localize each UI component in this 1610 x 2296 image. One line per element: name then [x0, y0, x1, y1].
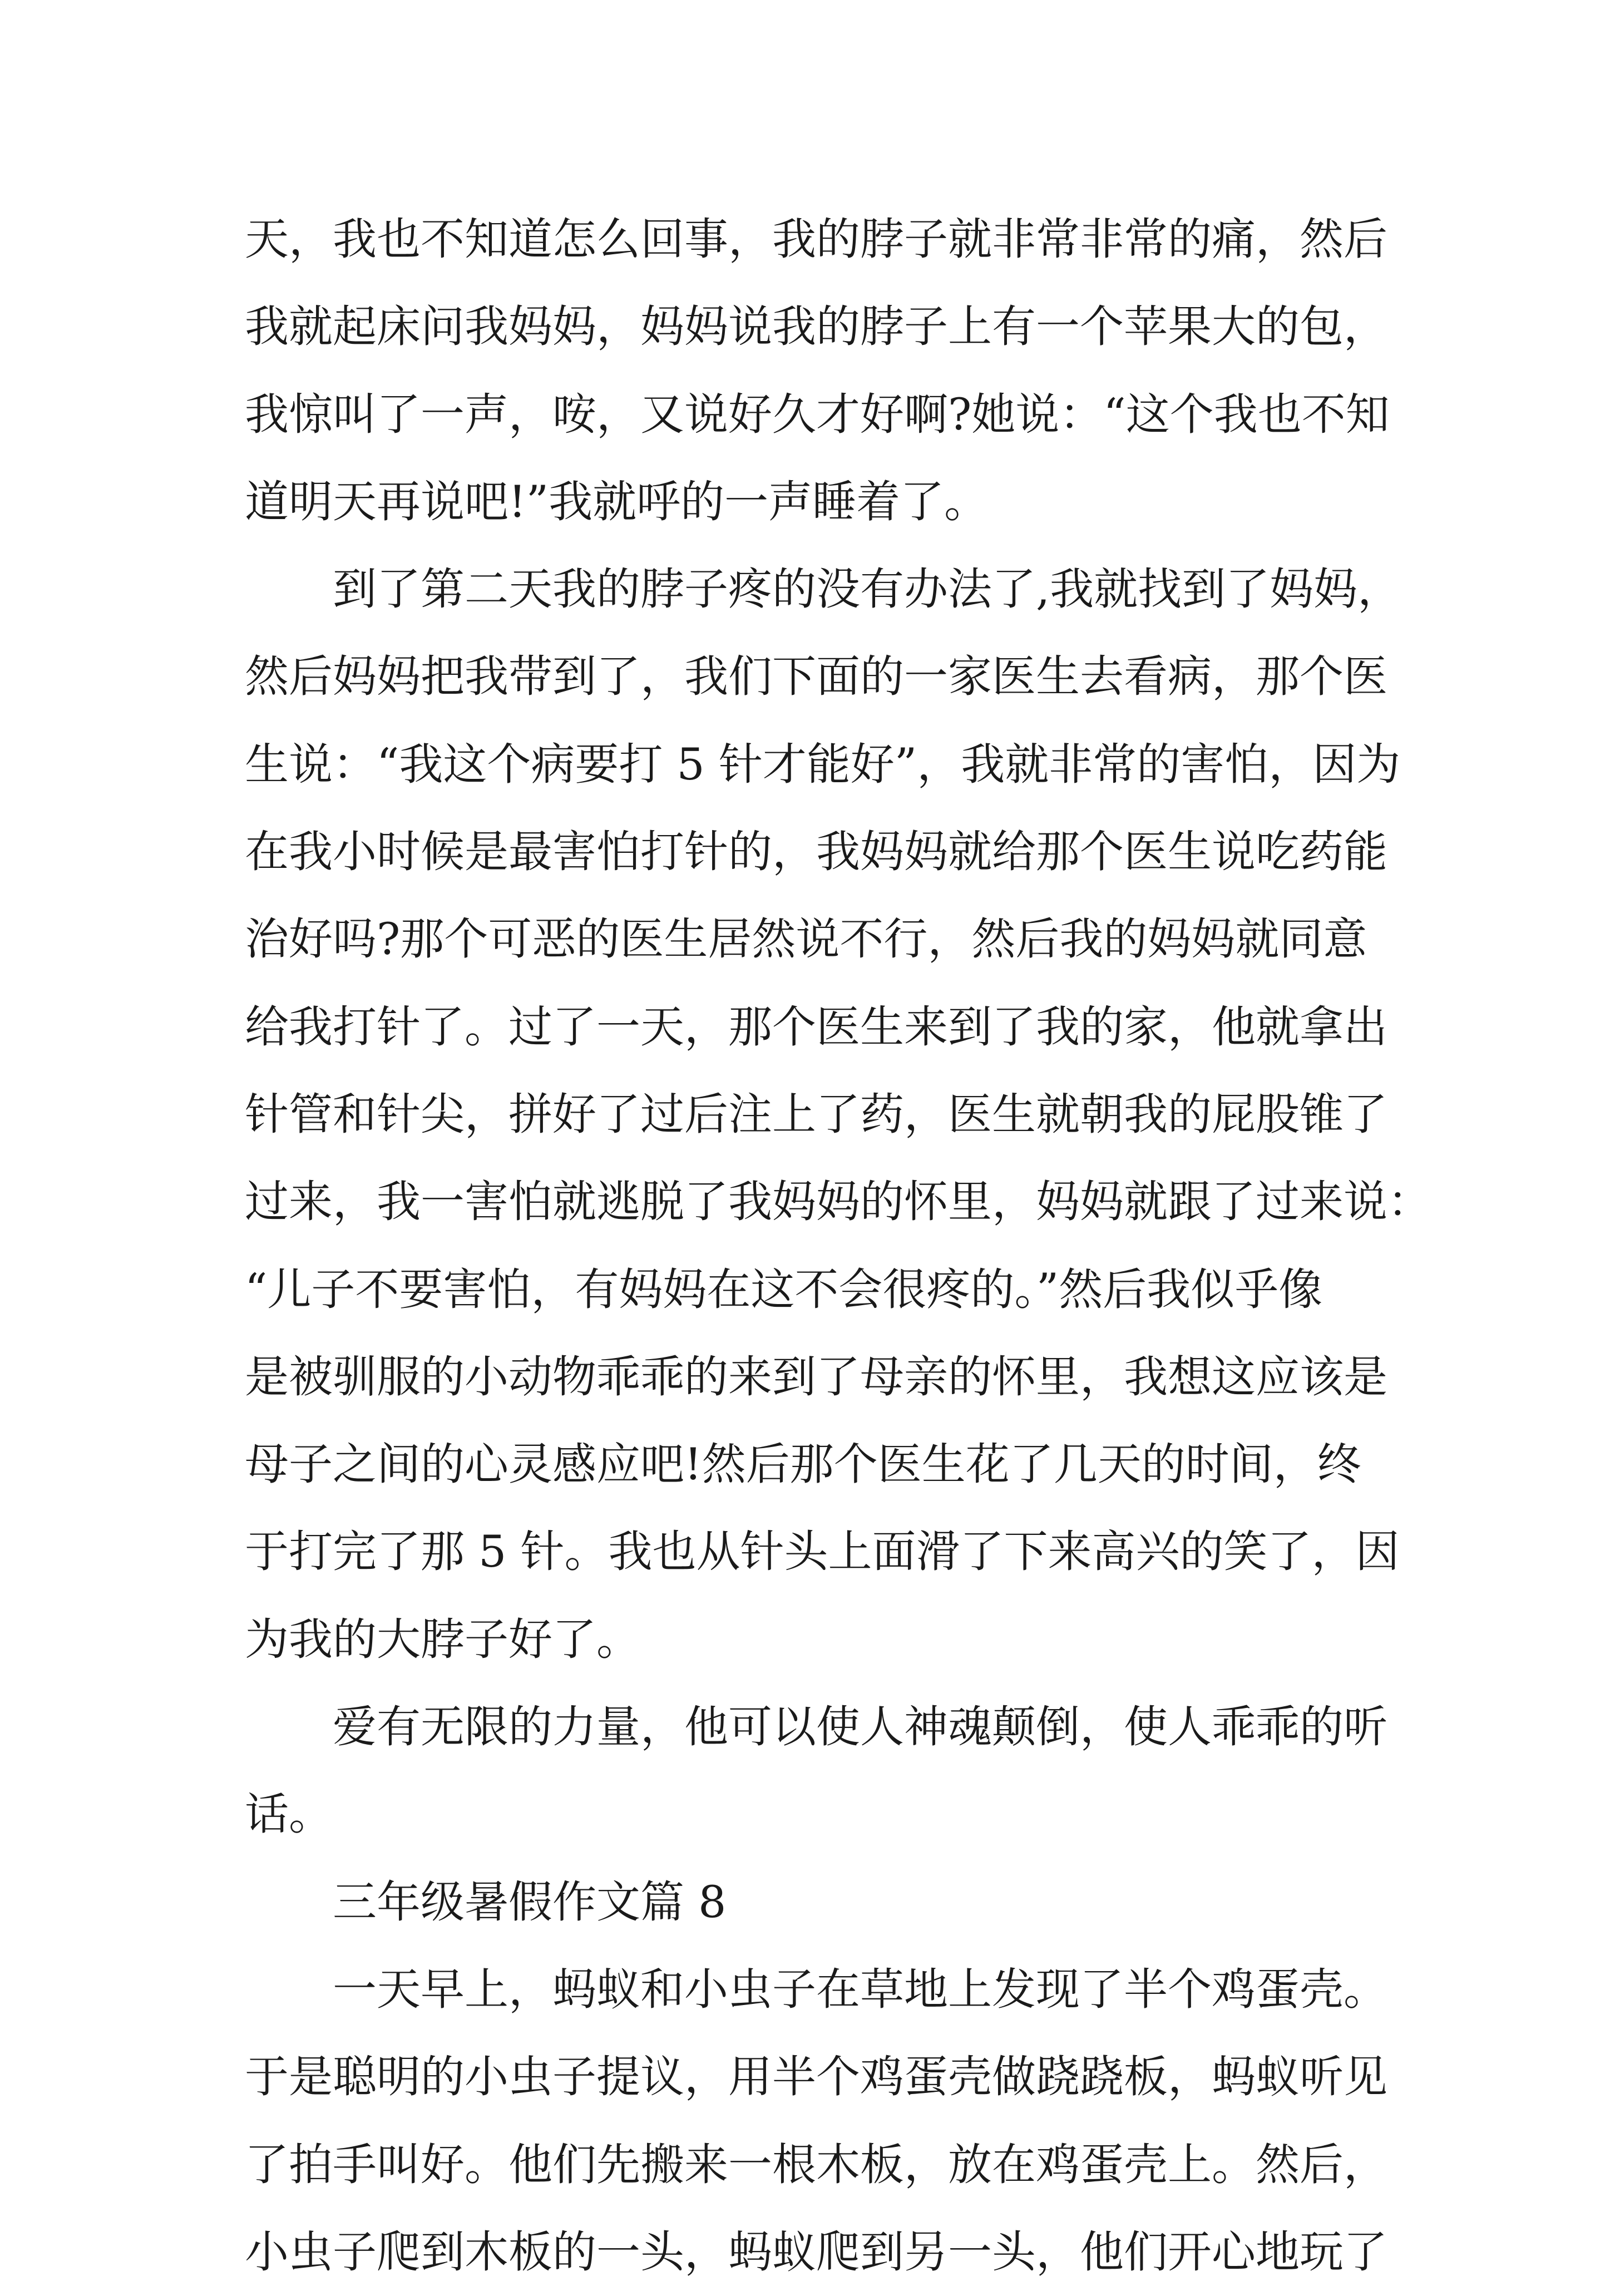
- text-line: 我就起床问我妈妈，妈妈说我的脖子上有一个苹果大的包，: [245, 301, 1387, 353]
- text-line: 为我的大脖子好了。: [245, 1613, 640, 1665]
- paragraph-first-line: 一天早上，蚂蚁和小虫子在草地上发现了半个鸡蛋壳。: [333, 1963, 1387, 2015]
- text-line: 我惊叫了一声，咹，又说好久才好啊?她说：“这个我也不知: [245, 388, 1390, 440]
- text-line: 母子之间的心灵感应吧!然后那个医生花了几天的时间，终: [245, 1439, 1361, 1490]
- text-line: 在我小时候是最害怕打针的，我妈妈就给那个医生说吃药能: [245, 826, 1387, 878]
- section-heading: 三年级暑假作文篇 8: [333, 1876, 727, 1928]
- paragraph-first-line: 爱有无限的力量，他可以使人神魂颠倒，使人乖乖的听: [333, 1701, 1387, 1753]
- text-line: 天，我也不知道怎么回事，我的脖子就非常非常的痛，然后: [245, 214, 1387, 265]
- text-line: 于打完了那 5 针。我也从针头上面滑了下来高兴的笑了，因: [245, 1526, 1400, 1578]
- text-line: 是被驯服的小动物乖乖的来到了母亲的怀里，我想这应该是: [245, 1351, 1387, 1403]
- text-line: 了拍手叫好。他们先搬来一根木板，放在鸡蛋壳上。然后，: [245, 2139, 1387, 2190]
- body-text: [245, 196, 1431, 2296]
- text-line: 治好吗?那个可恶的医生居然说不行，然后我的妈妈就同意: [245, 914, 1367, 965]
- text-line: 道明天再说吧!”我就呼的一声睡着了。: [245, 476, 989, 527]
- text-line: 给我打针了。过了一天，那个医生来到了我的家，他就拿出: [245, 1001, 1387, 1053]
- text-line: 话。: [245, 1789, 333, 1840]
- text-line: 针管和针尖，拼好了过后注上了药，医生就朝我的屁股锥了: [245, 1088, 1387, 1140]
- text-line: 于是聪明的小虫子提议，用半个鸡蛋壳做跷跷板，蚂蚁听见: [245, 2051, 1387, 2103]
- text-line: “儿子不要害怕，有妈妈在这不会很疼的。”然后我似乎像: [245, 1263, 1323, 1315]
- text-line: 小虫子爬到木板的一头，蚂蚁爬到另一头，他们开心地玩了: [245, 2226, 1387, 2278]
- text-line: 然后妈妈把我带到了，我们下面的一家医生去看病，那个医: [245, 651, 1387, 703]
- text-line: 过来，我一害怕就逃脱了我妈妈的怀里，妈妈就跟了过来说：: [245, 1176, 1431, 1228]
- text-line: 生说：“我这个病要打 5 针才能好”，我就非常的害怕，因为: [245, 738, 1401, 790]
- paragraph-first-line: 到了第二天我的脖子疼的没有办法了,我就找到了妈妈，: [333, 564, 1402, 615]
